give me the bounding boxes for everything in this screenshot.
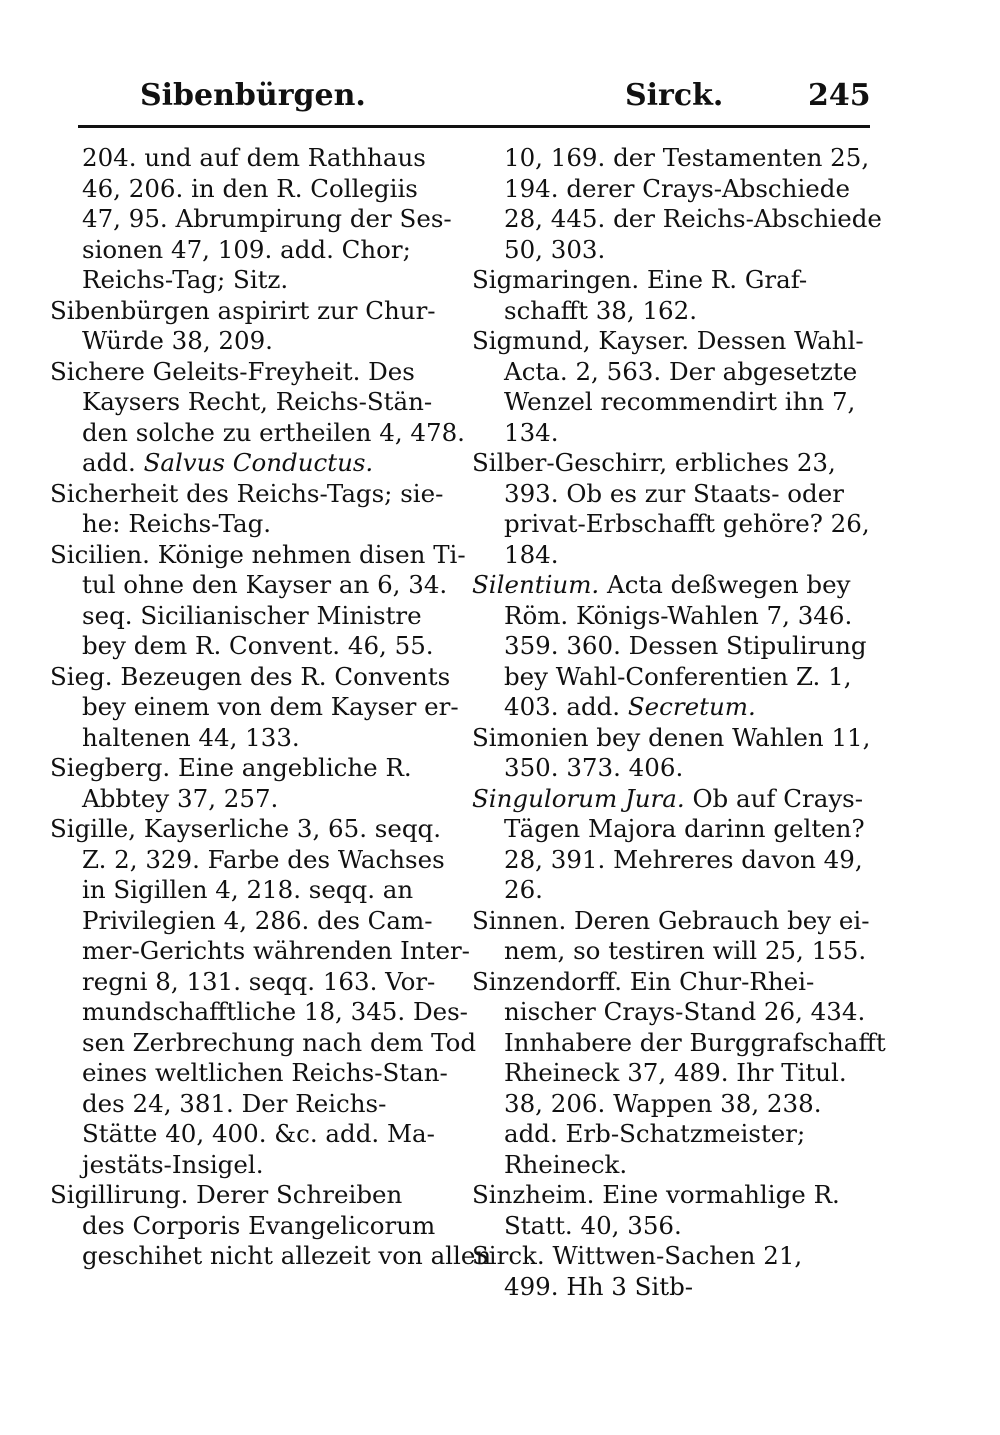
index-line: he: Reichs-Tag. (82, 509, 272, 538)
index-entry-line: Silber-Geschirr, erbliches 23, (472, 448, 836, 477)
index-entry-line: Singulorum Jura. Ob auf Crays- (472, 783, 864, 813)
page-number: 245 (808, 78, 871, 113)
right-column (472, 143, 886, 1302)
index-line: 28, 445. der Reichs-Abschiede (504, 204, 882, 233)
index-entry-line: Sinzendorff. Ein Chur-Rhei- (472, 966, 815, 996)
index-line: Reichs-Tag; Sitz. (82, 265, 289, 294)
index-line: 10, 169. der Testamenten 25, (504, 143, 870, 172)
index-line: 47, 95. Abrumpirung der Ses- (82, 204, 452, 233)
index-line: haltenen 44, 133. (82, 722, 300, 752)
index-line: 26. (504, 875, 543, 904)
index-entry-line: Sicilien. Könige nehmen disen Ti- (50, 539, 466, 569)
index-line: nem, so testiren will 25, 155. (504, 936, 867, 965)
index-line: 393. Ob es zur Staats- oder (504, 478, 844, 508)
index-line: Innhabere der Burggrafschafft (504, 1027, 886, 1057)
index-line: jestäts-Insigel. (82, 1149, 264, 1179)
index-line: 403. add. Secretum. (504, 692, 756, 721)
index-entry-line: Sigmund, Kayser. Dessen Wahl- (472, 326, 864, 355)
index-line: schafft 38, 162. (504, 295, 698, 325)
index-entry-line: Sirck. Wittwen-Sachen 21, (472, 1241, 803, 1270)
index-line: nischer Crays-Stand 26, 434. (504, 997, 866, 1026)
index-line: den solche zu ertheilen 4, 478. (82, 417, 465, 447)
index-line: 134. (504, 417, 559, 447)
index-line: 50, 303. (504, 234, 606, 264)
index-line: Rheineck 37, 489. Ihr Titul. (504, 1058, 847, 1087)
index-line: Würde 38, 209. (82, 326, 273, 355)
header-left-keyword: Sibenbürgen. (140, 78, 366, 113)
index-line: 46, 206. in den R. Collegiis (82, 173, 418, 203)
index-line: des Corporis Evangelicorum (82, 1210, 436, 1240)
index-entry-line: Sigille, Kayserliche 3, 65. seqq. (50, 814, 442, 843)
index-line: Statt. 40, 356. (504, 1210, 682, 1240)
index-line: regni 8, 131. seqq. 163. Vor- (82, 966, 436, 996)
index-entry-line: Sinnen. Deren Gebrauch bey ei- (472, 905, 870, 935)
index-entry-line: Silentium. Acta deßwegen bey (472, 570, 851, 599)
index-line: 350. 373. 406. (504, 753, 684, 782)
index-line: Acta. 2, 563. Der abgesetzte (504, 356, 858, 386)
index-entry-line: Sinzheim. Eine vormahlige R. (472, 1180, 840, 1209)
index-entry-line: Siegberg. Eine angebliche R. (50, 753, 412, 782)
index-line: bey dem R. Convent. 46, 55. (82, 631, 434, 660)
index-line: des 24, 381. Der Reichs- (82, 1088, 387, 1118)
index-line: in Sigillen 4, 218. seqq. an (82, 875, 414, 904)
index-line: mundschafftliche 18, 345. Des- (82, 997, 468, 1026)
index-line: eines weltlichen Reichs-Stan- (82, 1058, 448, 1087)
index-line: Wenzel recommendirt ihn 7, (504, 387, 856, 416)
index-line: 204. und auf dem Rathhaus (82, 143, 426, 172)
index-line: sen Zerbrechung nach dem Tod (82, 1027, 477, 1057)
index-line: 28, 391. Mehreres davon 49, (504, 844, 863, 874)
index-line: bey einem von dem Kayser er- (82, 692, 459, 721)
index-line: bey Wahl-Conferentien Z. 1, (504, 661, 852, 691)
index-line: 184. (504, 539, 559, 569)
index-line: sionen 47, 109. add. Chor; (82, 234, 411, 264)
left-column (50, 143, 492, 1272)
index-line: Tägen Majora darinn gelten? (504, 814, 865, 843)
index-entry-line: Sicherheit des Reichs-Tags; sie- (50, 478, 444, 508)
index-entry-line: Simonien bey denen Wahlen 11, (472, 722, 871, 752)
index-line: add. Erb-Schatzmeister; (504, 1119, 806, 1148)
index-entry-line: Sibenbürgen aspirirt zur Chur- (50, 295, 436, 325)
index-line: Röm. Königs-Wahlen 7, 346. (504, 600, 853, 630)
index-line: Rheineck. (504, 1149, 628, 1179)
index-line: Z. 2, 329. Farbe des Wachses (82, 844, 445, 874)
index-entry-line: Sigmaringen. Eine R. Graf- (472, 265, 808, 294)
index-line: Abbtey 37, 257. (82, 783, 279, 813)
index-entry-line: Sigillirung. Derer Schreiben (50, 1180, 403, 1209)
index-line: Stätte 40, 400. &c. add. Ma- (82, 1119, 435, 1148)
index-line: geschihet nicht allezeit von allen (82, 1241, 492, 1270)
header-right-keyword: Sirck. (625, 78, 724, 113)
index-line: Privilegien 4, 286. des Cam- (82, 905, 433, 935)
index-line: 499. Hh 3 Sitb- (504, 1271, 694, 1301)
index-line: privat-Erbschafft gehöre? 26, (504, 509, 870, 538)
index-line: mer-Gerichts währenden Inter- (82, 936, 470, 965)
header-rule (78, 125, 870, 128)
index-line: 359. 360. Dessen Stipulirung (504, 631, 867, 660)
index-line: seq. Sicilianischer Ministre (82, 600, 422, 630)
index-line: 38, 206. Wappen 38, 238. (504, 1088, 822, 1118)
index-line: add. Salvus Conductus. (82, 448, 374, 477)
index-line: 194. derer Crays-Abschiede (504, 173, 850, 203)
index-entry-line: Sieg. Bezeugen des R. Convents (50, 661, 451, 691)
running-header (0, 78, 1000, 122)
index-entry-line: Sichere Geleits-Freyheit. Des (50, 356, 415, 386)
index-line: tul ohne den Kayser an 6, 34. (82, 570, 448, 599)
index-line: Kaysers Recht, Reichs-Stän- (82, 387, 433, 416)
